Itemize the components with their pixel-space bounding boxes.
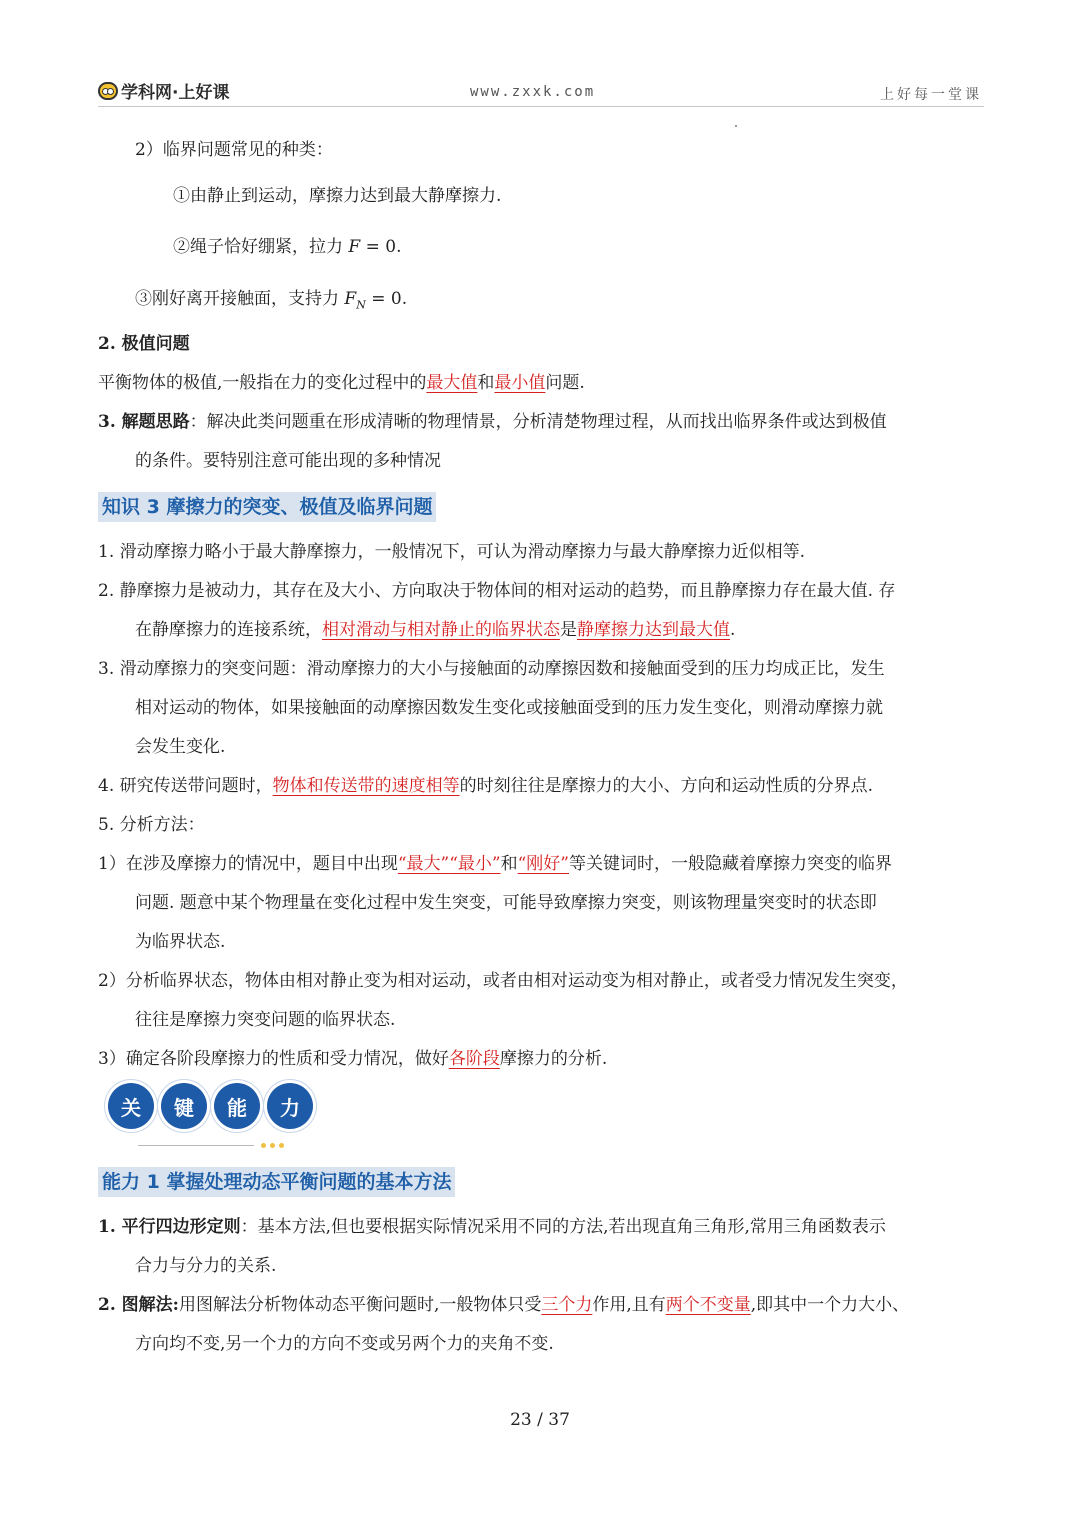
badge-2: 键 <box>161 1083 207 1129</box>
badge-3: 能 <box>214 1083 260 1129</box>
site-url: www.zxxk.com <box>470 84 596 100</box>
badge-underline <box>138 1145 254 1146</box>
highlight-each-stage: 各阶段 <box>448 1049 500 1069</box>
highlight-max: 最大值 <box>426 373 478 393</box>
k3-point-2-line-2: 在静摩擦力的连接系统，相对滑动与相对静止的临界状态是静摩擦力达到最大值. <box>135 620 736 640</box>
extreme-heading: 2. 极值问题 <box>98 334 190 354</box>
highlight-keyword-just: “刚好” <box>517 854 569 874</box>
critical-types-title: 2）临界问题常见的种类： <box>135 140 333 160</box>
k3-point-4: 4. 研究传送带问题时，物体和传送带的速度相等的时刻往往是摩擦力的大小、方向和运动性质的分界点. <box>98 776 874 796</box>
k3-method-1-line-1: 1）在涉及摩擦力的情况中，题目中出现“最大”“最小”和“刚好”等关键词时，一般隐藏着摩擦力突变的临界 <box>98 854 892 874</box>
page-number: 23 / 37 <box>510 1410 570 1430</box>
highlight-equal-speed: 物体和传送带的速度相等 <box>272 776 460 796</box>
k3-method-3: 3）确定各阶段摩擦力的性质和受力情况，做好各阶段摩擦力的分析. <box>98 1049 608 1069</box>
k3-point-1: 1. 滑动摩擦力略小于最大静摩擦力，一般情况下，可认为滑动摩擦力与最大静摩擦力近似相等. <box>98 542 806 562</box>
k3-point-3-line-3: 会发生变化. <box>135 737 226 757</box>
ability1-point-1-line-1: 1. 平行四边形定则：基本方法,但也要根据实际情况采用不同的方法,若出现直角三角形,常用三角函数表示 <box>98 1217 886 1237</box>
stray-mark <box>735 125 737 127</box>
badge-4: 力 <box>267 1083 313 1129</box>
highlight-min: 最小值 <box>494 373 546 393</box>
highlight-critical-state: 相对滑动与相对静止的临界状态 <box>322 620 560 640</box>
badge-1: 关 <box>108 1083 154 1129</box>
ability1-point-1-label: 1. 平行四边形定则 <box>98 1217 241 1237</box>
critical-type-2: ②绳子恰好绷紧，拉力 F = 0. <box>173 237 402 257</box>
k3-point-3-line-1: 3. 滑动摩擦力的突变问题：滑动摩擦力的大小与接触面的动摩擦因数和接触面受到的压力均成正比，发生 <box>98 659 885 679</box>
key-ability-badges <box>108 1083 320 1129</box>
highlight-keyword-max: “最大” <box>397 854 450 874</box>
highlight-three-forces: 三个力 <box>541 1295 593 1315</box>
highlight-two-invariants: 两个不变量 <box>665 1295 751 1315</box>
critical-type-1: ①由静止到运动，摩擦力达到最大静摩擦力. <box>173 186 502 206</box>
logo-owl-icon <box>98 82 118 100</box>
k3-method-2-line-1: 2）分析临界状态，物体由相对静止变为相对运动，或者由相对运动变为相对静止，或者受力情况发生突变， <box>98 971 908 991</box>
k3-point-3-line-2: 相对运动的物体，如果接触面的动摩擦因数发生变化或接触面受到的压力发生变化，则滑动摩擦力就 <box>135 698 883 718</box>
ability1-point-1-line-2: 合力与分力的关系. <box>135 1256 277 1276</box>
k3-method-1-line-3: 为临界状态. <box>135 932 226 952</box>
logo-text: 学科网·上好课 <box>121 83 230 103</box>
extreme-text: 平衡物体的极值,一般指在力的变化过程中的最大值和最小值问题. <box>98 373 585 393</box>
highlight-max-static: 静摩擦力达到最大值 <box>577 620 730 640</box>
approach-label: 3. 解题思路 <box>98 412 190 432</box>
header-divider <box>98 106 984 107</box>
critical-type-3: ③刚好离开接触面，支持力 $F_N = 0$. <box>135 289 408 312</box>
slogan: 上好每一堂课 <box>880 87 982 103</box>
logo <box>98 78 229 103</box>
page-header <box>98 78 984 106</box>
badge-dots <box>261 1143 288 1148</box>
ability1-point-2-line-2: 方向均不变,另一个力的方向不变或另两个力的夹角不变. <box>135 1334 554 1354</box>
k3-method-1-line-2: 问题. 题意中某个物理量在变化过程中发生突变，可能导致摩擦力突变，则该物理量突变时的状态即 <box>135 893 877 913</box>
approach-line-1: 3. 解题思路：解决此类问题重在形成清晰的物理情景，分析清楚物理过程，从而找出临界条件或达到极值 <box>98 412 887 432</box>
section-title-ability-1: 能力 1 掌握处理动态平衡问题的基本方法 <box>98 1167 455 1197</box>
approach-line-2: 的条件。要特别注意可能出现的多种情况 <box>135 451 441 471</box>
k3-method-2-line-2: 往往是摩擦力突变问题的临界状态. <box>135 1010 396 1030</box>
k3-point-5: 5. 分析方法： <box>98 815 205 835</box>
section-title-knowledge-3: 知识 3 摩擦力的突变、极值及临界问题 <box>98 492 436 522</box>
ability1-point-2-label: 2. 图解法: <box>98 1295 179 1315</box>
highlight-keyword-min: “最小” <box>449 854 501 874</box>
k3-point-2-line-1: 2. 静摩擦力是被动力，其存在及大小、方向取决于物体间的相对运动的趋势，而且静摩擦力存在最大值. 存 <box>98 581 896 601</box>
ability1-point-2-line-1: 2. 图解法:用图解法分析物体动态平衡问题时,一般物体只受三个力作用,且有两个不变量,即其中一个力大小、 <box>98 1295 910 1315</box>
